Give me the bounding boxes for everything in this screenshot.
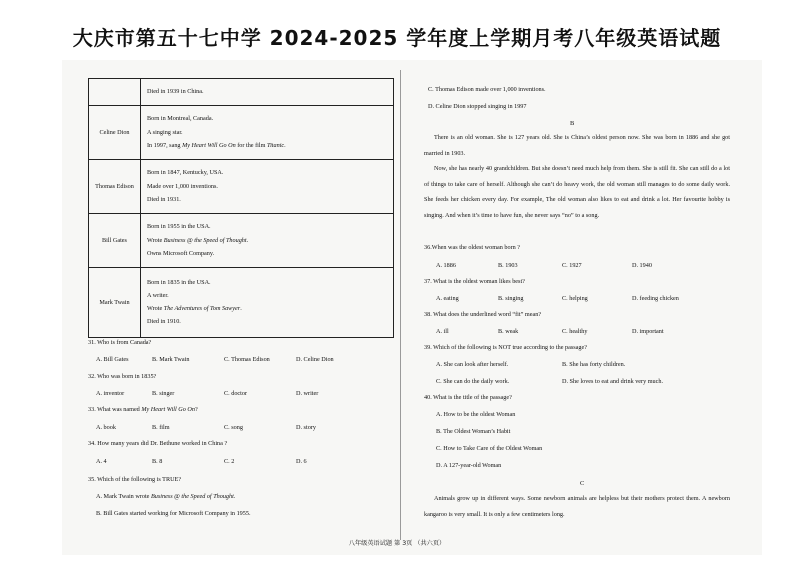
question-37: 37. What is the oldest woman likes best? bbox=[424, 278, 525, 285]
fact-line: Born in 1955 in the USA. bbox=[147, 223, 211, 231]
question-33-song-title: My Heart Will Go On bbox=[141, 406, 195, 413]
option-35-a-book-title: Business @ the Speed of Thought. bbox=[150, 493, 236, 500]
question-34: 34. How many years did Dr. Bethune worked in China ? bbox=[88, 440, 228, 447]
option-39-b: B. She has forty children. bbox=[562, 361, 626, 368]
fact-line: A writer. bbox=[147, 292, 169, 299]
option-40-d: D. A 127-year-old Woman bbox=[436, 462, 502, 469]
passage-b-paragraph-2: Now, she has nearly 40 grandchildren. But she doesn’t need much help from them. She is still fit. She can still do a lot of things to take care of herself. Although she can’t do heavy work, the old woman still manages to do some daily work. She feeds her chicken every day. For example, The old woman also likes to eat and drink a lot. Her favourite hobby is singing. And when it’s time to have fun, she never says “no” to a song. bbox=[424, 165, 730, 219]
fact-line: Made over 1,000 inventions. bbox=[147, 182, 218, 190]
fact-line: Died in 1910. bbox=[147, 318, 181, 326]
fact-line: A singing star. bbox=[147, 128, 183, 136]
option-36-b: B. 1903 bbox=[498, 262, 518, 269]
option-39-c: C. She can do the daily work. bbox=[436, 378, 510, 385]
fact-line: Born in 1847, Kentucky, USA. bbox=[147, 169, 224, 177]
option-31-b: B. Mark Twain bbox=[152, 356, 190, 363]
option-32-d: D. writer bbox=[296, 390, 319, 397]
option-37-a: A. eating bbox=[436, 295, 459, 302]
table-name-cell: Celine Dion bbox=[89, 106, 141, 160]
table-row bbox=[89, 268, 394, 338]
table-name-cell: Mark Twain bbox=[89, 268, 141, 338]
table-name-cell: Thomas Edison bbox=[89, 160, 141, 214]
option-40-a: A. How to be the oldest Woman bbox=[436, 411, 516, 418]
question-31: 31. Who is from Canada? bbox=[88, 339, 152, 346]
option-35-c: C. Thomas Edison made over 1,000 inventions. bbox=[428, 86, 546, 93]
question-35: 35. Which of the following is TRUE? bbox=[88, 476, 182, 483]
fact-line: In 1997, sang My Heart Will Go On for the film Titanic. bbox=[147, 141, 286, 149]
option-32-c: C. doctor bbox=[224, 390, 248, 397]
question-36: 36.When was the oldest woman born ? bbox=[424, 244, 521, 251]
table-row bbox=[89, 214, 394, 268]
option-38-b: B. weak bbox=[498, 328, 519, 335]
passage-c-paragraph: Animals grow up in different ways. Some newborn animals are helpless but their mothers protect them. A newborn kangaroo is very small. It is only a few centimeters long. bbox=[424, 495, 730, 518]
option-35-d: D. Celine Dion stopped singing in 1997 bbox=[428, 103, 527, 110]
option-35-a bbox=[96, 493, 235, 500]
table-row bbox=[89, 79, 394, 106]
column-divider bbox=[400, 70, 401, 540]
table-name-cell: Bill Gates bbox=[89, 214, 141, 268]
option-40-c: C. How to Take Care of the Oldest Woman bbox=[436, 445, 543, 452]
option-31-c: C. Thomas Edison bbox=[224, 356, 270, 363]
option-39-a: A. She can look after herself. bbox=[436, 361, 509, 368]
option-38-d: D. important bbox=[632, 328, 664, 335]
left-column bbox=[84, 78, 384, 338]
option-33-a: A. book bbox=[96, 424, 116, 431]
option-32-a: A. inventor bbox=[96, 390, 125, 397]
page-title: 大庆市第五十七中学 2024-2025 学年度上学期月考八年级英语试题 bbox=[72, 26, 722, 50]
option-37-d: D. feeding chicken bbox=[632, 295, 679, 302]
option-31-a: A. Bill Gates bbox=[96, 356, 129, 363]
option-34-d: D. 6 bbox=[296, 458, 307, 465]
fact-line: Owns Microsoft Company. bbox=[147, 249, 215, 257]
fact-line: Born in 1835 in the USA. bbox=[147, 278, 211, 286]
option-37-c: C. helping bbox=[562, 295, 588, 302]
section-c-heading: C bbox=[580, 480, 585, 487]
option-34-b: B. 8 bbox=[152, 458, 163, 465]
fact-line: Born in Montreal, Canada. bbox=[147, 115, 214, 123]
fact-line: Died in 1939 in China. bbox=[147, 88, 204, 95]
table-facts-cell bbox=[141, 160, 394, 214]
option-33-c: C. song bbox=[224, 424, 243, 431]
question-33-mark: ? bbox=[194, 406, 198, 413]
fact-line: Wrote Business @ the Speed of Thought. bbox=[147, 236, 249, 244]
option-31-d: D. Celine Dion bbox=[296, 356, 334, 363]
passage-b-paragraph-1: There is an old woman. She is 127 years old. She is China’s oldest person now. She was born in 1886 and she got married in 1903. bbox=[424, 134, 730, 157]
question-39: 39. Which of the following is NOT true according to the passage? bbox=[424, 344, 588, 351]
option-32-b: B. singer bbox=[152, 390, 175, 397]
table-facts-cell bbox=[141, 268, 394, 338]
option-33-b: B. film bbox=[152, 424, 170, 431]
option-35-a-text: A. Mark Twain wrote bbox=[96, 493, 151, 500]
table-name-cell bbox=[89, 79, 141, 106]
option-33-d: D. story bbox=[296, 424, 316, 431]
option-34-c: C. 2 bbox=[224, 458, 235, 465]
option-36-a: A. 1886 bbox=[436, 262, 456, 269]
table-facts-cell bbox=[141, 79, 394, 106]
fact-line: Died in 1931. bbox=[147, 195, 181, 203]
famous-people-table bbox=[88, 78, 394, 338]
question-38: 38. What does the underlined word “fit” mean? bbox=[424, 311, 542, 318]
table-row bbox=[89, 160, 394, 214]
table-facts-cell bbox=[141, 214, 394, 268]
section-b-heading: B bbox=[570, 120, 575, 127]
option-36-c: C. 1927 bbox=[562, 262, 582, 269]
option-38-a: A. ill bbox=[436, 328, 449, 335]
option-35-b: B. Bill Gates started working for Microsoft Company in 1955. bbox=[96, 510, 251, 517]
option-36-d: D. 1940 bbox=[632, 262, 652, 269]
question-40: 40. What is the title of the passage? bbox=[424, 394, 512, 401]
question-33-text: 33. What was named bbox=[88, 406, 142, 413]
fact-line: Wrote The Adventures of Tom Sawyer. bbox=[147, 305, 242, 313]
table-row bbox=[89, 106, 394, 160]
option-40-b: B. The Oldest Woman’s Habit bbox=[436, 428, 511, 435]
option-37-b: B. singing bbox=[498, 295, 524, 302]
page-footer: 八年级英语试题 第 3页 （共六页） bbox=[348, 540, 446, 547]
option-39-d: D. She loves to eat and drink very much. bbox=[562, 378, 664, 385]
question-32: 32. Who was born in 1835? bbox=[88, 373, 157, 380]
table-facts-cell bbox=[141, 106, 394, 160]
option-38-c: C. healthy bbox=[562, 328, 588, 335]
option-34-a: A. 4 bbox=[96, 458, 107, 465]
question-33 bbox=[88, 406, 198, 413]
